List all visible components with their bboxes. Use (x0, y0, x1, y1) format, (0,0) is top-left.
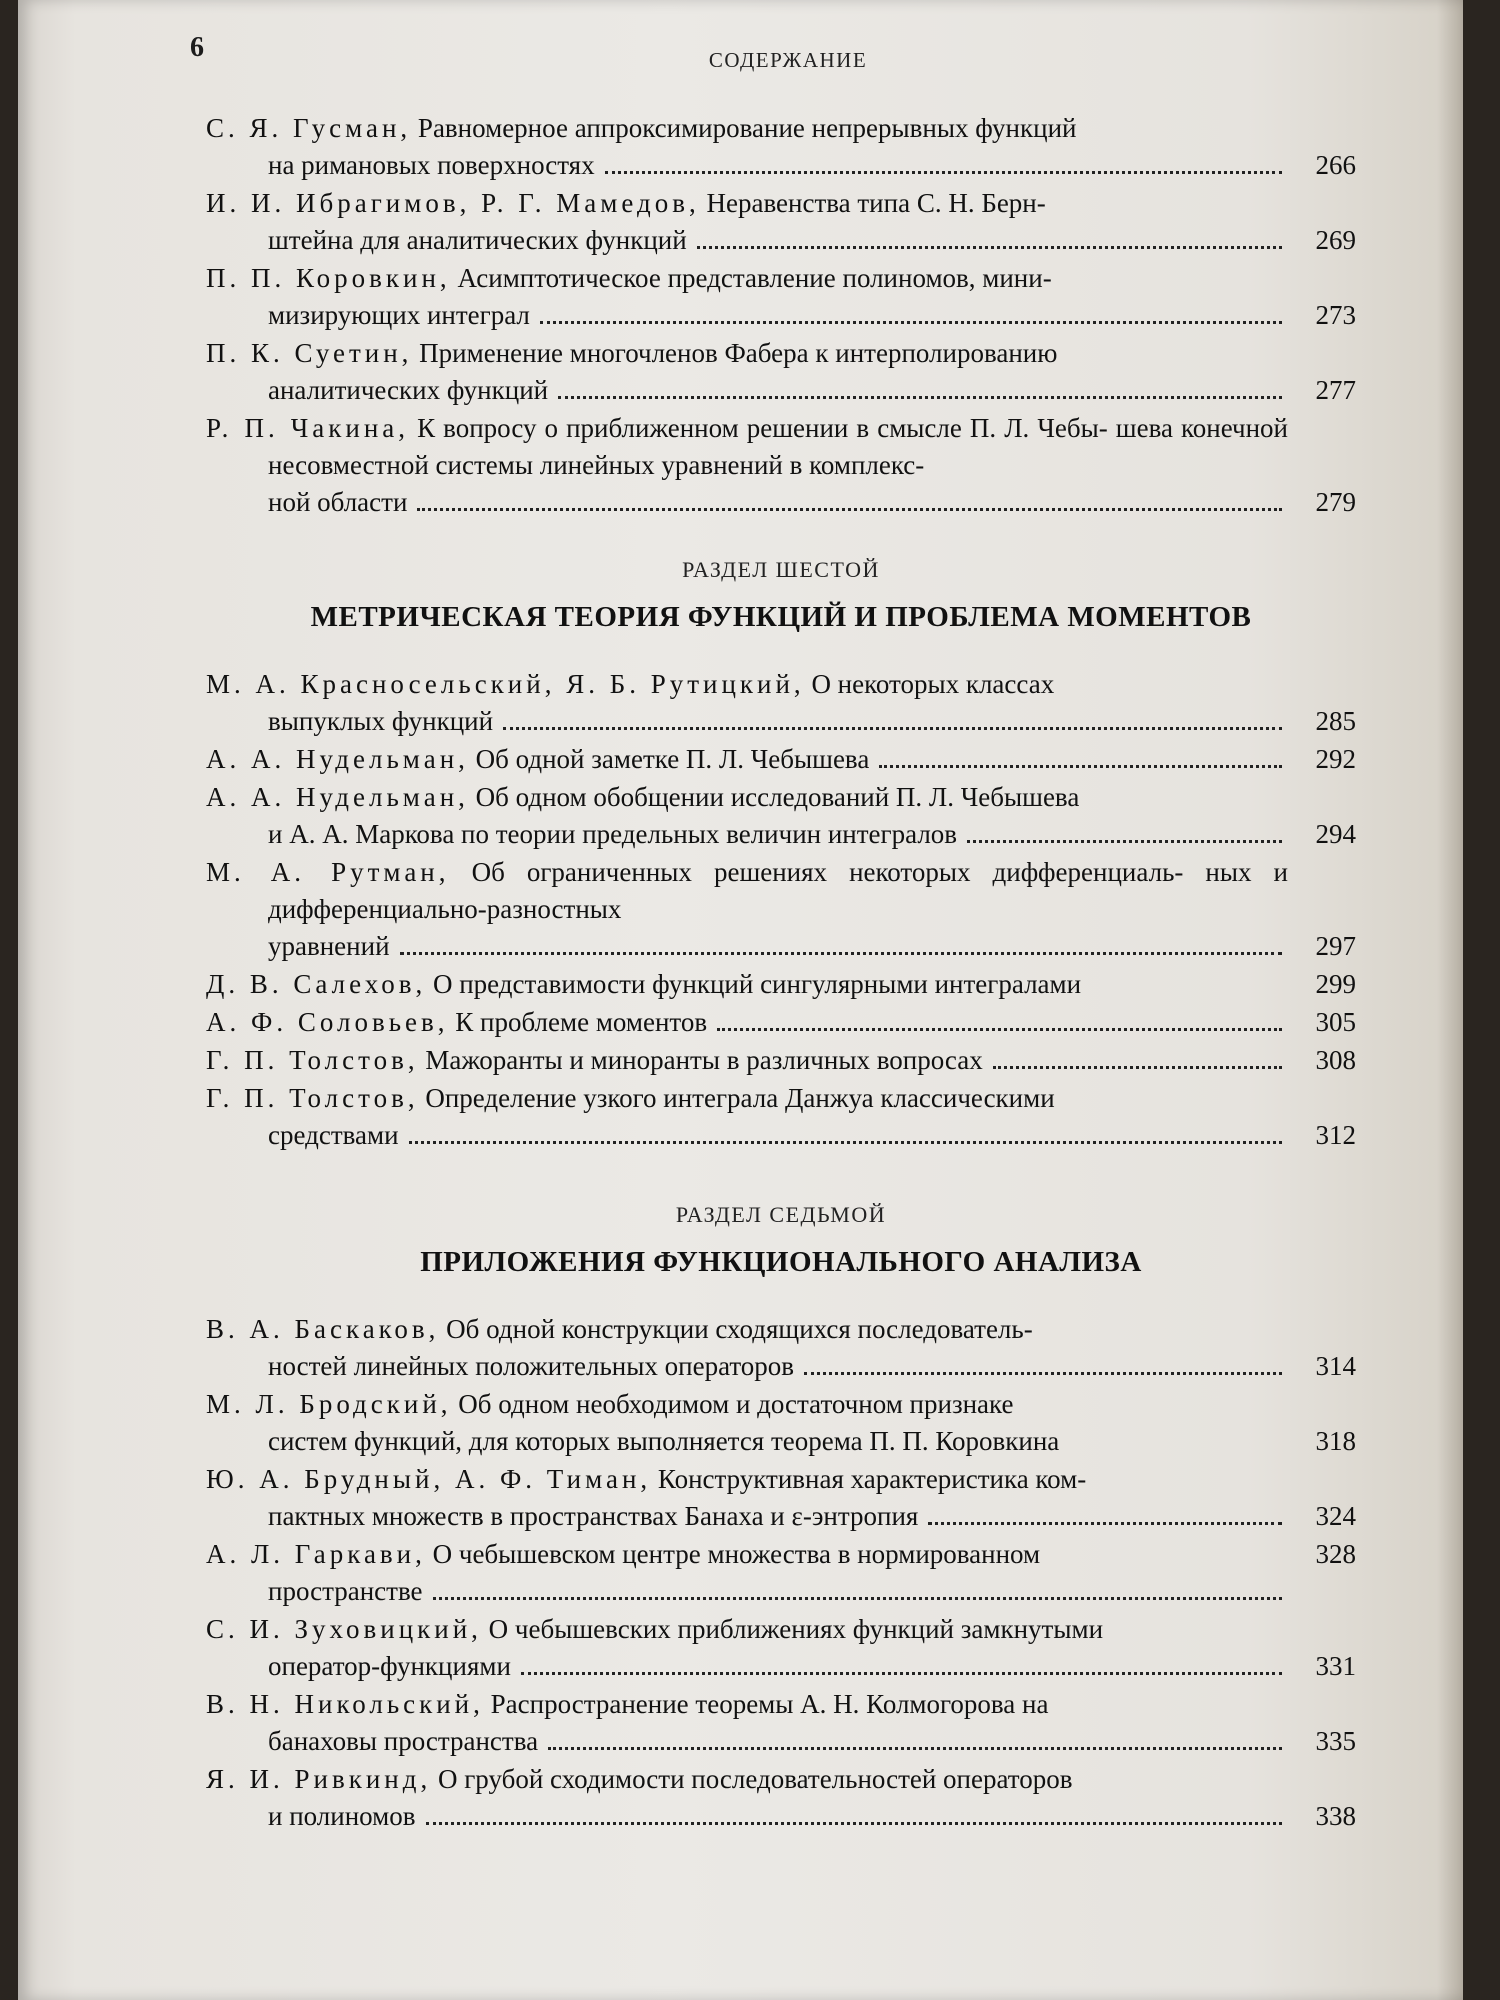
toc-entry-page: 308 (1315, 1045, 1356, 1075)
toc-entry-author: А. Ф. Соловьев, (206, 1007, 449, 1037)
toc-entry-author: Р. П. Чакина, (206, 413, 410, 443)
toc-entry (206, 1386, 1356, 1460)
toc-entry-title: Равномерное аппроксимирование непрерывных функций (411, 113, 1077, 143)
toc-entry-title-end: ностей линейных положительных операторов (268, 1351, 795, 1381)
toc-entry-text (206, 1686, 1356, 1723)
toc-entry-author: Ю. А. Брудный, А. Ф. Тиман, (206, 1464, 652, 1494)
toc-entry-last-line (206, 484, 1356, 521)
toc-entry (206, 1080, 1356, 1154)
page-number: 6 (190, 32, 204, 63)
toc-entry-text (206, 1461, 1356, 1498)
toc-entry (206, 410, 1356, 521)
toc-entry-last-line (206, 1004, 1356, 1041)
toc-entry-title-end: банаховы пространства (268, 1726, 539, 1756)
toc-entry-last-line (206, 147, 1356, 184)
toc-entry-text (206, 854, 1356, 928)
toc-entry (206, 666, 1356, 740)
dot-leader (503, 726, 1282, 730)
toc-entry-last-line (206, 1723, 1356, 1760)
toc-entry-text (206, 666, 1356, 703)
toc-entry-title: Неравенства типа С. Н. Берн- (699, 188, 1046, 218)
toc-entry-text (206, 1386, 1356, 1423)
dot-leader (1069, 1446, 1282, 1450)
section-7-label: РАЗДЕЛ СЕДЬМОЙ (675, 1202, 887, 1227)
toc-entry-page: 292 (1315, 744, 1356, 774)
dot-leader (540, 320, 1282, 324)
toc-entry-last-line (206, 816, 1356, 853)
toc-entry-author: Д. В. Салехов, (206, 969, 427, 999)
toc-entry-last-line (206, 1423, 1356, 1460)
toc-entry-last-line (206, 1648, 1356, 1685)
toc-entry-author: И. И. Ибрагимов, Р. Г. Мамедов, (206, 188, 700, 218)
toc-entry-author: М. А. Красносельский, Я. Б. Рутицкий, (206, 669, 805, 699)
toc-entry-title-end: оператор-функциями (268, 1651, 511, 1681)
toc-entry (206, 966, 1356, 1003)
toc-entry (206, 779, 1356, 853)
toc-entry-title: Конструктивная характеристика ком- (651, 1464, 1087, 1494)
toc-entry-title: О грубой сходимости последовательностей операторов (431, 1764, 1073, 1794)
toc-entry-title: Определение узкого интеграла Данжуа классическими (418, 1083, 1055, 1113)
toc-entry-last-line (206, 1348, 1356, 1385)
toc-entry-title-end: Об одной заметке П. Л. Чебышева (475, 744, 870, 774)
toc-entry-page: 314 (1315, 1351, 1356, 1381)
toc-entry-author: А. Л. Гаркави, (206, 1539, 426, 1569)
dot-leader (400, 951, 1282, 955)
toc-entry (206, 854, 1356, 965)
toc-entry-author: В. Н. Никольский, (206, 1689, 484, 1719)
toc-entry-last-line (206, 703, 1356, 740)
toc-entry (206, 1004, 1356, 1041)
toc-entry-text (206, 110, 1356, 147)
toc-entry-title: О чебышевском центре множества в нормированном (425, 1539, 1041, 1569)
toc-entry-title-end: пактных множеств в пространствах Банаха и ε-энтропия (268, 1501, 919, 1531)
toc-entry-last-line (206, 966, 1356, 1003)
dot-leader (697, 245, 1282, 249)
dot-leader (879, 764, 1282, 768)
toc-entry-last-line (206, 741, 1356, 778)
toc-entry (206, 1311, 1356, 1385)
toc-entry-page: 269 (1315, 225, 1356, 255)
dot-leader (558, 395, 1282, 399)
toc-entry (206, 1761, 1356, 1835)
toc-entry (206, 1686, 1356, 1760)
toc-list-section-7 (206, 1311, 1356, 1835)
toc-entry-last-line (206, 928, 1356, 965)
toc-entry-author: С. И. Зуховицкий, (206, 1614, 482, 1644)
toc-entry-title-end: мизирующих интеграл (268, 300, 530, 330)
dot-leader (433, 1596, 1282, 1600)
toc-entry-last-line (206, 1573, 1356, 1610)
dot-leader (717, 1027, 1282, 1031)
toc-entry-author: А. А. Нудельман, (206, 744, 469, 774)
toc-entry-title-end: на римановых поверхностях (268, 150, 595, 180)
toc-entry-author: М. Л. Бродский, (206, 1389, 452, 1419)
toc-entry-title: Асимптотическое представление полиномов, мини- (450, 263, 1052, 293)
section-7-title: ПРИЛОЖЕНИЯ ФУНКЦИОНАЛЬНОГО АНАЛИЗА (420, 1246, 1142, 1278)
toc-entry-page: 305 (1315, 1007, 1356, 1037)
toc-entry (206, 1042, 1356, 1079)
toc-entry-title: Распространение теоремы А. Н. Колмогорова на (483, 1689, 1049, 1719)
toc-entry-title-end: и полиномов (268, 1801, 416, 1831)
toc-entry-page: 318 (1315, 1426, 1356, 1456)
toc-entry-page: 331 (1315, 1651, 1356, 1681)
toc-entry-title-end: и А. А. Маркова по теории предельных величин интегралов (268, 819, 958, 849)
toc-entry-author: М. А. Рутман, (206, 857, 450, 887)
section-6-title: МЕТРИЧЕСКАЯ ТЕОРИЯ ФУНКЦИЙ И ПРОБЛЕМА МОМЕНТОВ (310, 601, 1252, 633)
toc-entry-text (206, 1761, 1356, 1798)
toc-entry-title-end: штейна для аналитических функций (268, 225, 687, 255)
toc-entry-last-line (206, 1798, 1356, 1835)
dot-leader (804, 1371, 1282, 1375)
toc-content (206, 110, 1356, 1836)
toc-entry-author: П. П. Коровкин, (206, 263, 451, 293)
toc-entry-text (206, 1311, 1356, 1348)
toc-entry-text (206, 1536, 1356, 1573)
toc-entry-title: Применение многочленов Фабера к интерполированию (412, 338, 1058, 368)
toc-entry-author: С. Я. Гусман, (206, 113, 412, 143)
toc-entry-title: Об одном необходимом и достаточном признаке (451, 1389, 1014, 1419)
toc-entry-title: Об ограниченных решениях некоторых дифференциаль- ных и дифференциально-разностных (268, 857, 1289, 924)
dot-leader (1091, 989, 1282, 993)
toc-entry-page: 335 (1315, 1726, 1356, 1756)
toc-entry-title-end: К проблеме моментов (455, 1007, 708, 1037)
toc-entry (206, 1461, 1356, 1535)
toc-entry-last-line (206, 1117, 1356, 1154)
toc-entry-title: О чебышевских приближениях функций замкнутыми (481, 1614, 1104, 1644)
toc-entry-page: 297 (1315, 931, 1356, 961)
toc-entry-page: 324 (1315, 1501, 1356, 1531)
toc-entry-title-end: Мажоранты и миноранты в различных вопросах (425, 1045, 983, 1075)
toc-list-top (206, 110, 1356, 521)
toc-entry-text (206, 1611, 1356, 1648)
toc-entry-page: 279 (1315, 487, 1356, 517)
toc-entry-title-end: выпуклых функций (268, 706, 494, 736)
toc-entry-page: 328 (1315, 1539, 1356, 1569)
dot-leader (605, 170, 1282, 174)
dot-leader (928, 1521, 1282, 1525)
dot-leader (521, 1671, 1282, 1675)
toc-entry-last-line (206, 222, 1356, 259)
toc-entry-last-line (206, 1498, 1356, 1535)
toc-entry-text (206, 779, 1356, 816)
toc-entry-title: Об одной конструкции сходящихся последователь- (439, 1314, 1033, 1344)
toc-entry-page: 294 (1315, 819, 1356, 849)
toc-entry-text (206, 260, 1356, 297)
toc-entry-text (206, 1080, 1356, 1117)
toc-entry-page: 277 (1315, 375, 1356, 405)
dot-leader (417, 507, 1282, 511)
dot-leader (967, 839, 1282, 843)
section-6-label: РАЗДЕЛ ШЕСТОЙ (682, 557, 880, 582)
toc-entry-author: П. К. Суетин, (206, 338, 413, 368)
running-header: СОДЕРЖАНИЕ (708, 48, 868, 72)
toc-entry-title-end: систем функций, для которых выполняется теорема П. П. Коровкина (268, 1426, 1060, 1456)
toc-entry (206, 335, 1356, 409)
toc-entry-title: Об одном обобщении исследований П. Л. Чебышева (468, 782, 1080, 812)
toc-entry-last-line (206, 297, 1356, 334)
toc-entry-page: 266 (1315, 150, 1356, 180)
toc-entry (206, 1611, 1356, 1685)
toc-entry-title: О некоторых классах (804, 669, 1055, 699)
toc-entry (206, 185, 1356, 259)
toc-entry-page: 338 (1315, 1801, 1356, 1831)
toc-list-section-6 (206, 666, 1356, 1154)
toc-entry-text (206, 410, 1356, 484)
dot-leader (409, 1140, 1282, 1144)
toc-entry-last-line (206, 1042, 1356, 1079)
toc-entry-title-end: средствами (268, 1120, 399, 1150)
toc-entry-page: 273 (1315, 300, 1356, 330)
toc-entry-page: 312 (1315, 1120, 1356, 1150)
toc-entry-author: Г. П. Толстов, (206, 1083, 419, 1113)
dot-leader (993, 1065, 1282, 1069)
dot-leader (426, 1821, 1283, 1825)
toc-entry (206, 260, 1356, 334)
toc-entry-author: Г. П. Толстов, (206, 1045, 419, 1075)
toc-entry-title-end: аналитических функций (268, 375, 549, 405)
toc-entry-author: А. А. Нудельман, (206, 782, 469, 812)
toc-entry (206, 110, 1356, 184)
toc-entry-page: 299 (1315, 969, 1356, 999)
toc-entry-text (206, 335, 1356, 372)
toc-entry-title: К вопросу о приближенном решении в смысле П. Л. Чебы- шева конечной несовместной системы линейных уравнений в комплекс- (268, 413, 1288, 480)
book-page (18, 0, 1463, 2000)
toc-entry (206, 1536, 1356, 1610)
toc-entry-title-end: ной области (268, 487, 408, 517)
toc-entry-last-line (206, 372, 1356, 409)
toc-entry-title-end: О представимости функций сингулярными интегралами (432, 969, 1082, 999)
toc-entry-title-end: уравнений (268, 931, 390, 961)
toc-entry-text (206, 185, 1356, 222)
toc-entry (206, 741, 1356, 778)
toc-entry-page: 285 (1315, 706, 1356, 736)
dot-leader (548, 1746, 1282, 1750)
toc-entry-author: В. А. Баскаков, (206, 1314, 440, 1344)
toc-entry-author: Я. И. Ривкинд, (206, 1764, 432, 1794)
toc-entry-title-end: пространстве (268, 1576, 423, 1606)
